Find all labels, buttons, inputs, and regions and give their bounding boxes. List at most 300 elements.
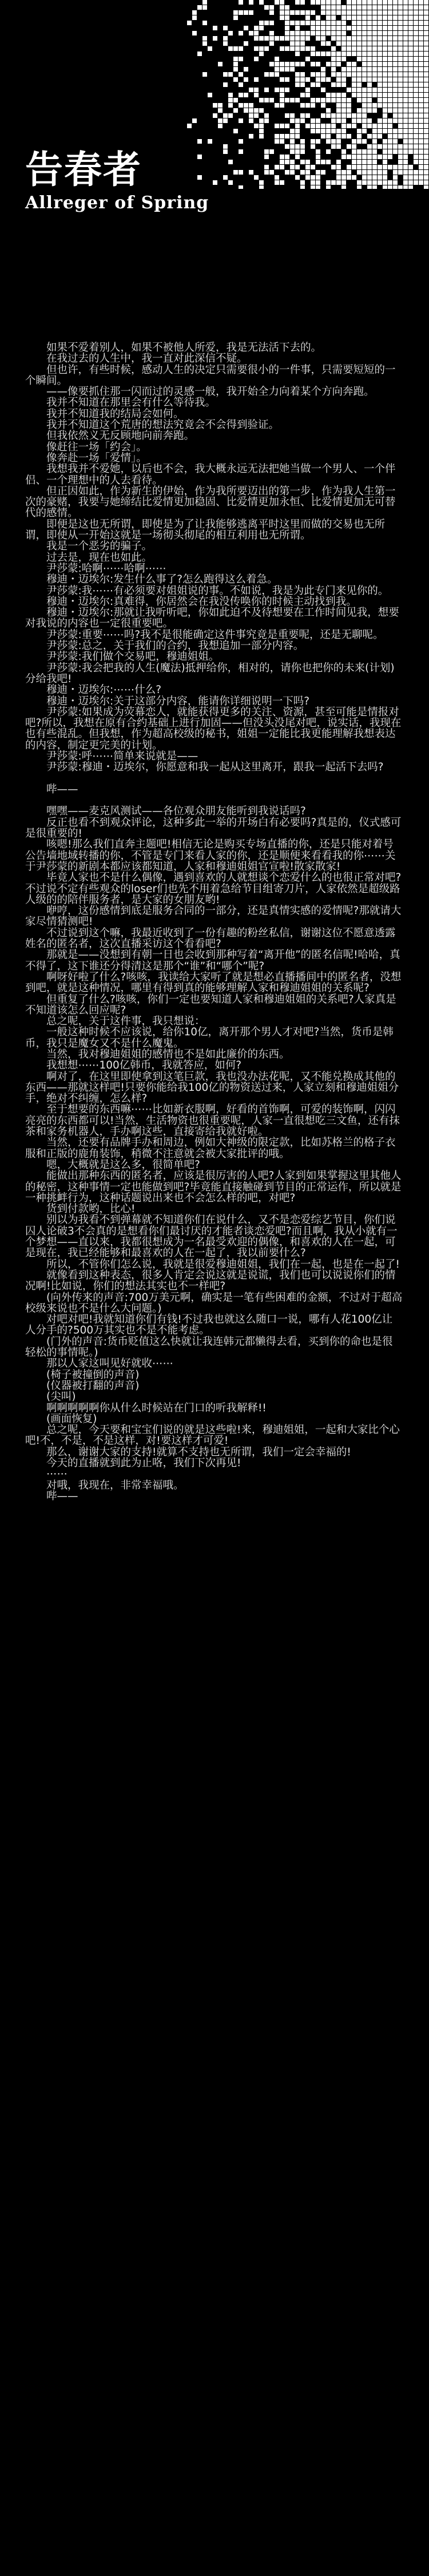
pixel-block: [208, 46, 212, 51]
pixel-block: [347, 155, 351, 159]
story-paragraph: 货到付款哟，比心!: [25, 1203, 136, 1216]
pixel-block: [280, 155, 284, 159]
pixel-block: [383, 46, 387, 51]
pixel-block: [321, 129, 325, 133]
pixel-block: [321, 10, 325, 15]
pixel-block: [249, 0, 253, 5]
pixel-block: [393, 170, 398, 175]
pixel-block: [398, 185, 403, 189]
pixel-block: [264, 5, 269, 10]
story-paragraph: 过去是，现在也如此。: [25, 551, 153, 564]
pixel-block: [424, 82, 428, 87]
pixel-block: [326, 180, 331, 185]
pixel-block: [414, 31, 418, 35]
pixel-block: [378, 52, 382, 56]
pixel-block: [259, 26, 264, 30]
pixel-block: [336, 175, 341, 180]
pixel-block: [362, 170, 367, 175]
pixel-block: [259, 108, 264, 113]
pixel-block: [280, 134, 284, 139]
pixel-block: [305, 77, 310, 82]
pixel-block: [352, 52, 356, 56]
pixel-block: [388, 165, 392, 169]
pixel-block: [398, 5, 403, 10]
pixel-block: [331, 139, 336, 144]
story-text: [25, 342, 403, 1502]
pixel-block: [228, 93, 233, 97]
pixel-block: [341, 185, 346, 189]
pixel-block: [367, 41, 372, 46]
pixel-block: [383, 124, 387, 128]
pixel-block: [362, 129, 367, 133]
pixel-block: [280, 160, 284, 164]
pixel-block: [367, 134, 372, 139]
pixel-block: [378, 144, 382, 149]
pixel-block: [341, 118, 346, 123]
pixel-block: [388, 31, 392, 35]
pixel-block: [336, 108, 341, 113]
story-paragraph: 我并不知道我的结局会如何。: [25, 407, 184, 420]
story-paragraph: 尹莎蒙:总之，关于我们的合约，我想追加一部分内容。: [25, 640, 304, 652]
pixel-block: [239, 10, 243, 15]
pixel-block: [300, 82, 305, 87]
pixel-block: [300, 21, 305, 25]
pixel-block: [285, 62, 289, 66]
pixel-block: [372, 62, 377, 66]
story-paragraph: 咿哼，这份感情到底是服务合同的一部分，还是真情实感的爱情呢?那就请大家尽情猜测吧!: [25, 905, 402, 928]
pixel-block: [383, 77, 387, 82]
pixel-block: [388, 144, 392, 149]
pixel-block: [347, 26, 351, 30]
pixel-block: [378, 170, 382, 175]
pixel-block: [290, 170, 295, 175]
pixel-block: [300, 103, 305, 108]
pixel-block: [233, 62, 238, 66]
pixel-block: [419, 0, 423, 5]
pixel-block: [408, 165, 413, 169]
pixel-block: [336, 5, 341, 10]
story-paragraph: 穆迪・迈埃尔:⋯⋯什么?: [25, 684, 162, 697]
page-title: 告春者: [25, 148, 142, 192]
pixel-block: [321, 113, 325, 118]
pixel-block: [383, 180, 387, 185]
story-paragraph: 对哦，我现在，非常幸福哦。: [25, 1479, 184, 1491]
pixel-block: [424, 10, 428, 15]
pixel-block: [424, 0, 428, 5]
pixel-block: [290, 134, 295, 139]
pixel-block: [316, 72, 320, 77]
pixel-block: [249, 108, 253, 113]
pixel-block: [398, 118, 403, 123]
pixel-block: [403, 88, 408, 92]
story-paragraph: 至于想要的东西嘛⋯⋯比如新衣服啊，好看的首饰啊，可爱的装饰啊，闪闪亮亮的东西都可以!当然，生活物资也很重要呢，人家一直很想吃三文鱼，还有抹茶和家务机器人，手办啊这些，直接寄给我就好啦。: [25, 1103, 400, 1138]
pixel-block: [275, 36, 279, 41]
pixel-block: [321, 103, 325, 108]
pixel-block: [424, 46, 428, 51]
pixel-block: [305, 124, 310, 128]
pixel-block: [424, 139, 428, 144]
pixel-block: [264, 118, 269, 123]
blank-line: [25, 795, 403, 806]
pixel-block: [419, 175, 423, 180]
pixel-block: [331, 57, 336, 61]
pixel-block: [249, 31, 253, 35]
pixel-block: [357, 57, 362, 61]
pixel-block: [419, 124, 423, 128]
pixel-block: [336, 170, 341, 175]
pixel-block: [336, 134, 341, 139]
pixel-block: [414, 52, 418, 56]
pixel-block: [341, 21, 346, 25]
pixel-block: [269, 21, 274, 25]
pixel-block: [331, 165, 336, 169]
pixel-block: [264, 88, 269, 92]
pixel-block: [362, 139, 367, 144]
pixel-block: [336, 98, 341, 102]
pixel-block: [424, 180, 428, 185]
pixel-block: [341, 77, 346, 82]
pixel-block: [424, 93, 428, 97]
pixel-block: [383, 21, 387, 25]
pixel-block: [233, 10, 238, 15]
pixel-block: [249, 103, 253, 108]
pixel-block: [305, 21, 310, 25]
pixel-block: [357, 31, 362, 35]
pixel-block: [285, 113, 289, 118]
pixel-block: [383, 67, 387, 72]
pixel-block: [321, 26, 325, 30]
pixel-block: [336, 72, 341, 77]
pixel-block: [414, 0, 418, 5]
pixel-block: [408, 98, 413, 102]
pixel-block: [357, 180, 362, 185]
pixel-block: [197, 5, 202, 10]
pixel-block: [228, 72, 233, 77]
pixel-block: [408, 113, 413, 118]
pixel-block: [285, 36, 289, 41]
pixel-block: [388, 103, 392, 108]
pixel-block: [249, 134, 253, 139]
pixel-block: [326, 31, 331, 35]
pixel-block: [424, 155, 428, 159]
pixel-block: [378, 36, 382, 41]
pixel-block: [378, 15, 382, 20]
pixel-block: [362, 31, 367, 35]
pixel-block: [223, 113, 228, 118]
pixel-block: [372, 155, 377, 159]
pixel-block: [383, 160, 387, 164]
pixel-block: [300, 0, 305, 5]
pixel-block: [372, 10, 377, 15]
pixel-block: [378, 10, 382, 15]
pixel-block: [239, 31, 243, 35]
pixel-block: [424, 113, 428, 118]
pixel-block: [331, 52, 336, 56]
pixel-block: [393, 103, 398, 108]
pixel-block: [218, 62, 223, 66]
pixel-block: [403, 165, 408, 169]
pixel-block: [408, 93, 413, 97]
pixel-block: [352, 21, 356, 25]
pixel-block: [228, 98, 233, 102]
pixel-block: [408, 170, 413, 175]
story-paragraph: 我是一个恶劣的骗子。: [25, 540, 153, 553]
pixel-block: [331, 144, 336, 149]
pixel-block: [331, 10, 336, 15]
pixel-block: [285, 144, 289, 149]
pixel-block: [305, 165, 310, 169]
pixel-block: [341, 149, 346, 154]
pixel-block: [378, 82, 382, 87]
story-paragraph: 在我过去的人生中，我一直对此深信不疑。: [25, 353, 248, 365]
pixel-block: [295, 118, 300, 123]
pixel-block: [424, 21, 428, 25]
pixel-block: [285, 15, 289, 20]
pixel-block: [285, 124, 289, 128]
pixel-block: [244, 108, 248, 113]
pixel-block: [341, 103, 346, 108]
story-paragraph: 穆迪・迈埃尔:发生什么事了?怎么跑得这么着急。: [25, 573, 278, 586]
pixel-block: [300, 72, 305, 77]
pixel-block: [367, 31, 372, 35]
pixel-block: [403, 72, 408, 77]
story-paragraph: 咳嗯!那么我们直奔主题吧!相信无论是购买专场直播的你，还是只能对着号公告墙地域转播的你，不管是专门来看人家的你，还是顺便来看看我的你⋯⋯关于尹莎蒙的新剧本都应该都知道，人家和穆迪姐姐官宣啦!散家散家!: [25, 838, 396, 873]
pixel-block: [285, 31, 289, 35]
pixel-block: [393, 129, 398, 133]
pixel-block: [383, 10, 387, 15]
pixel-block: [218, 103, 223, 108]
pixel-block: [233, 129, 238, 133]
pixel-block: [275, 103, 279, 108]
pixel-block: [424, 52, 428, 56]
pixel-block: [223, 36, 228, 41]
pixel-block: [357, 36, 362, 41]
pixel-block: [336, 139, 341, 144]
pixel-block: [239, 118, 243, 123]
pixel-block: [372, 185, 377, 189]
pixel-block: [249, 170, 253, 175]
pixel-block: [393, 144, 398, 149]
pixel-block: [378, 21, 382, 25]
pixel-block: [223, 144, 228, 149]
pixel-block: [331, 93, 336, 97]
pixel-block: [408, 0, 413, 5]
pixel-block: [388, 57, 392, 61]
pixel-block: [378, 0, 382, 5]
pixel-block: [372, 5, 377, 10]
pixel-block: [378, 41, 382, 46]
pixel-block: [362, 77, 367, 82]
pixel-block: [414, 72, 418, 77]
pixel-block: [331, 5, 336, 10]
pixel-block: [393, 113, 398, 118]
pixel-block: [321, 98, 325, 102]
pixel-block: [383, 57, 387, 61]
pixel-block: [341, 41, 346, 46]
pixel-block: [367, 0, 372, 5]
pixel-block: [264, 165, 269, 169]
pixel-block: [326, 149, 331, 154]
pixel-block: [403, 5, 408, 10]
pixel-block: [419, 118, 423, 123]
pixel-block: [414, 10, 418, 15]
pixel-block: [280, 139, 284, 144]
pixel-block: [331, 31, 336, 35]
pixel-block: [367, 103, 372, 108]
pixel-block: [269, 72, 274, 77]
pixel-block: [357, 88, 362, 92]
pixel-block: [316, 98, 320, 102]
pixel-block: [259, 180, 264, 185]
pixel-block: [383, 165, 387, 169]
pixel-block: [347, 36, 351, 41]
pixel-block: [285, 67, 289, 72]
pixel-block: [347, 62, 351, 66]
pixel-block: [295, 10, 300, 15]
pixel-block: [362, 88, 367, 92]
pixel-block: [403, 26, 408, 30]
pixel-block: [419, 41, 423, 46]
pixel-block: [341, 113, 346, 118]
pixel-block: [398, 155, 403, 159]
pixel-block: [362, 62, 367, 66]
pixel-block: [341, 67, 346, 72]
pixel-block: [280, 103, 284, 108]
pixel-block: [424, 77, 428, 82]
pixel-block: [393, 98, 398, 102]
pixel-block: [403, 129, 408, 133]
pixel-block: [341, 98, 346, 102]
pixel-block: [202, 72, 207, 77]
pixel-block: [352, 62, 356, 66]
pixel-block: [393, 57, 398, 61]
pixel-block: [362, 36, 367, 41]
pixel-block: [295, 149, 300, 154]
pixel-block: [305, 93, 310, 97]
pixel-block: [280, 88, 284, 92]
pixel-block: [275, 72, 279, 77]
pixel-block: [352, 31, 356, 35]
story-paragraph: 哔——: [25, 783, 78, 796]
pixel-block: [295, 21, 300, 25]
pixel-block: [321, 160, 325, 164]
story-paragraph: 嗯，大概就是这么多，很简单吧?: [25, 1158, 200, 1171]
pixel-block: [321, 31, 325, 35]
pixel-block: [300, 144, 305, 149]
pixel-block: [326, 62, 331, 66]
pixel-block: [378, 180, 382, 185]
pixel-block: [244, 26, 248, 30]
pixel-block: [414, 77, 418, 82]
pixel-block: [311, 82, 315, 87]
pixel-block: [388, 5, 392, 10]
pixel-block: [213, 180, 217, 185]
pixel-block: [398, 98, 403, 102]
pixel-block: [336, 41, 341, 46]
pixel-block: [213, 26, 217, 30]
pixel-block: [414, 36, 418, 41]
pixel-block: [362, 118, 367, 123]
story-paragraph: 那就是——没想到有朝一日也会收到那种写着“离开他”的匿名信呢!哈哈，真不得了，这下谁还分得清这是那个“谁”和“哪个”呢?: [25, 949, 400, 972]
pixel-block: [414, 41, 418, 46]
pixel-block: [311, 118, 315, 123]
story-paragraph: 那以人家这叫见好就收⋯⋯: [25, 1358, 174, 1370]
pixel-block: [403, 0, 408, 5]
pixel-block: [290, 10, 295, 15]
pixel-block: [326, 98, 331, 102]
pixel-block: [331, 15, 336, 20]
pixel-block: [362, 0, 367, 5]
story-paragraph: 但重复了什么?咳咳，你们一定也要知道人家和穆迪姐姐的关系吧?人家真是不知道该怎么回应呢?: [25, 993, 396, 1016]
pixel-block: [326, 5, 331, 10]
pixel-block: [311, 72, 315, 77]
pixel-block: [388, 26, 392, 30]
pixel-block: [326, 41, 331, 46]
pixel-block: [393, 72, 398, 77]
pixel-block: [367, 180, 372, 185]
pixel-block: [321, 5, 325, 10]
pixel-block: [414, 144, 418, 149]
pixel-block: [290, 31, 295, 35]
pixel-block: [367, 165, 372, 169]
pixel-block: [290, 129, 295, 133]
pixel-block: [424, 72, 428, 77]
pixel-block: [352, 139, 356, 144]
pixel-block: [403, 21, 408, 25]
pixel-block: [341, 124, 346, 128]
pixel-block: [372, 46, 377, 51]
pixel-block: [372, 88, 377, 92]
pixel-block: [378, 93, 382, 97]
story-paragraph: (画面恢复): [25, 1412, 97, 1425]
pixel-block: [316, 82, 320, 87]
pixel-block: [316, 118, 320, 123]
pixel-block: [393, 175, 398, 180]
pixel-block: [347, 88, 351, 92]
pixel-block: [357, 134, 362, 139]
pixel-block: [259, 52, 264, 56]
pixel-block: [362, 41, 367, 46]
pixel-block: [367, 88, 372, 92]
story-paragraph: 那么，谢谢大家的支持!就算不支持也无所谓，我们一定会幸福的!: [25, 1446, 351, 1458]
pixel-block: [233, 67, 238, 72]
pixel-block: [352, 26, 356, 30]
pixel-block: [347, 46, 351, 51]
pixel-block: [398, 0, 403, 5]
pixel-block: [367, 21, 372, 25]
pixel-block: [321, 124, 325, 128]
pixel-block: [280, 15, 284, 20]
pixel-block: [208, 93, 212, 97]
pixel-block: [352, 160, 356, 164]
pixel-block: [372, 139, 377, 144]
pixel-block: [408, 31, 413, 35]
pixel-block: [347, 124, 351, 128]
pixel-block: [367, 108, 372, 113]
pixel-block: [264, 46, 269, 51]
pixel-block: [336, 57, 341, 61]
pixel-block: [239, 0, 243, 5]
story-paragraph: 像赶往一场「约会」。: [25, 441, 147, 453]
pixel-block: [378, 31, 382, 35]
pixel-block: [408, 180, 413, 185]
pixel-block: [326, 134, 331, 139]
pixel-block: [295, 155, 300, 159]
pixel-block: [414, 5, 418, 10]
pixel-block: [372, 26, 377, 30]
pixel-block: [408, 82, 413, 87]
pixel-block: [408, 118, 413, 123]
